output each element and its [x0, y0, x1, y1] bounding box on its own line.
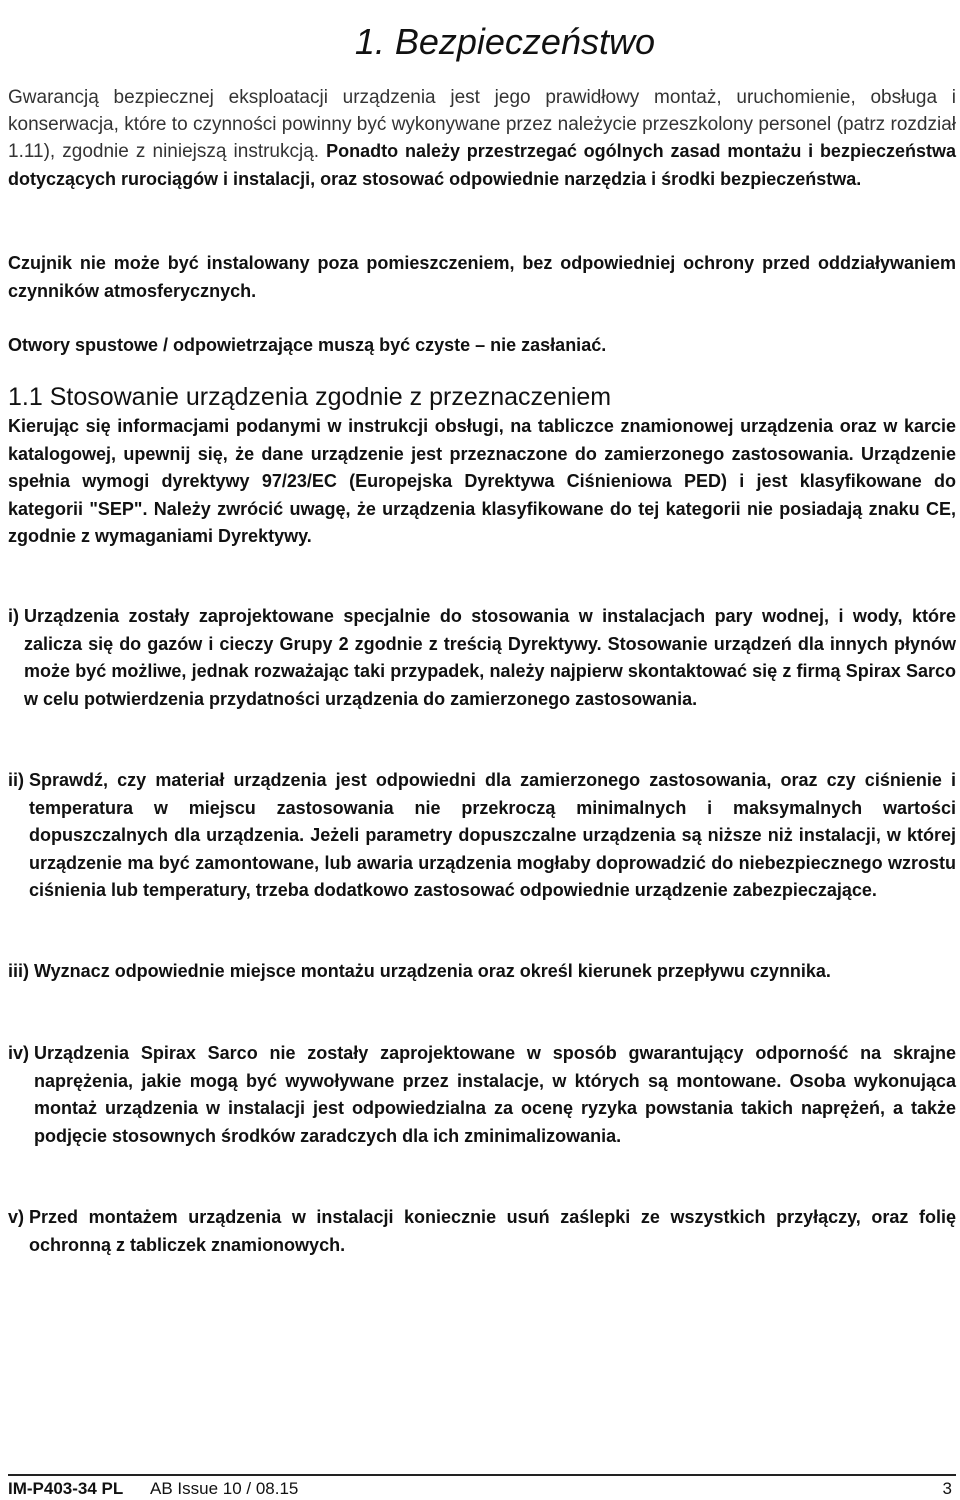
- list-item-label: ii): [8, 770, 29, 790]
- intro-paragraph: [8, 84, 956, 193]
- drain-vent-note: Otwory spustowe / odpowietrzające muszą być czyste – nie zasłaniać.: [8, 335, 607, 355]
- outdoor-installation-note: Czujnik nie może być instalowany poza pomieszczeniem, bez odpowiedniej ochrony przed oddziaływaniem czynników atmosferycznych.: [8, 253, 956, 301]
- document-code: IM-P403-34 PL: [8, 1479, 124, 1498]
- section-heading-1-1: 1.1 Stosowanie urządzenia zgodnie z przeznaczeniem: [8, 383, 612, 411]
- page-title: 1. Bezpieczeństwo: [354, 21, 655, 62]
- list-item-iv: [8, 1040, 956, 1150]
- list-item-label: v): [8, 1207, 30, 1227]
- list-item-label: iv): [8, 1043, 35, 1063]
- list-item-text: Wyznacz odpowiednie miejsce montażu urządzenia oraz określ kierunek przepływu czynnika.: [34, 961, 831, 981]
- list-item-text: Przed montażem urządzenia w instalacji koniecznie usuń zaślepki ze wszystkich przyłączy, oraz folię ochronną z tabliczek znamionowych.: [29, 1207, 956, 1255]
- list-item-iii: [8, 958, 956, 986]
- list-item-text: Sprawdź, czy materiał urządzenia jest odpowiedni dla zamierzonego zastosowania, oraz czy ciśnienie i temperatura w miejscu zastosowania nie przekroczą minimalnych i maksymalnych wartości dopuszczalnych dla urządzenia. Jeżeli parametry dopuszczalne urządzenia są niższe niż instalacji, w której urządzenie ma być zamontowane, lub awaria urządzenia mogłaby doprowadzić do niebezpiecznego wzrostu ciśnienia lub temperatury, trzeba dodatkowo zastosować odpowiednie urządzenie zabezpieczające.: [29, 770, 956, 900]
- list-item-ii: [8, 767, 956, 905]
- page-number: 3: [942, 1479, 952, 1498]
- issue-label: AB Issue 10 / 08.15: [150, 1479, 299, 1498]
- intro-text-2: Ponadto należy przestrzegać ogólnych zasad montażu i bezpieczeństwa dotyczących rurociągów i instalacji, oraz stosować odpowiednie narzędzia i środki bezpieczeństwa.: [8, 141, 956, 189]
- list-item-i: [8, 603, 956, 713]
- list-item-label: i): [8, 606, 24, 626]
- list-item-text: Urządzenia zostały zaprojektowane specjalnie do stosowania w instalacjach pary wodnej, i wody, które zalicza się do gazów i cieczy Grupy 2 zgodnie z treścią Dyrektywy. Stosowanie urządzeń dla innych płynów może być możliwe, jednak rozważając taki przypadek, należy najpierw skontaktować się z firmą Spirax Sarco w celu potwierdzenia przydatności urządzenia do zamierzonego zastosowania.: [24, 606, 956, 709]
- list-item-v: [8, 1204, 956, 1259]
- section-1-1-body: Kierując się informacjami podanymi w instrukcji obsługi, na tabliczce znamionowej urządzenia oraz w karcie katalogowej, upewnij się, że dane urządzenie jest przeznaczone do zamierzonego zastosowania. Urządzenie spełnia wymogi dyrektywy 97/23/EC (Europejska Dyrektywa Ciśnieniowa PED) i jest klasyfikowane do kategorii "SEP". Należy zwrócić uwagę, że urządzenia klasyfikowane do tej kategorii nie posiadają znaku CE, zgodnie z wymaganiami Dyrektywy.: [8, 416, 956, 546]
- list-item-text: Urządzenia Spirax Sarco nie zostały zaprojektowane w sposób gwarantujący odporność na skrajne naprężenia, jakie mogą być wywoływane przez instalacje, w których są montowane. Osoba wykonująca montaż urządzenia w instalacji jest odpowiedzialna za ocenę ryzyka powstania takich naprężeń, a także podjęcie stosownych środków zaradczych dla ich zminimalizowania.: [34, 1043, 956, 1146]
- list-item-label: iii): [8, 961, 34, 981]
- intro-text-1: Gwarancją bezpiecznej eksploatacji urządzenia jest jego prawidłowy montaż, uruchomienie, obsługa i konserwacja, które to czynności powinny być wykonywane przez należycie przeszkolony personel (patrz rozdział 1.11), zgodnie z niniejszą instrukcją.: [8, 87, 956, 162]
- page-footer: [8, 1478, 956, 1500]
- footer-divider: [8, 1474, 956, 1476]
